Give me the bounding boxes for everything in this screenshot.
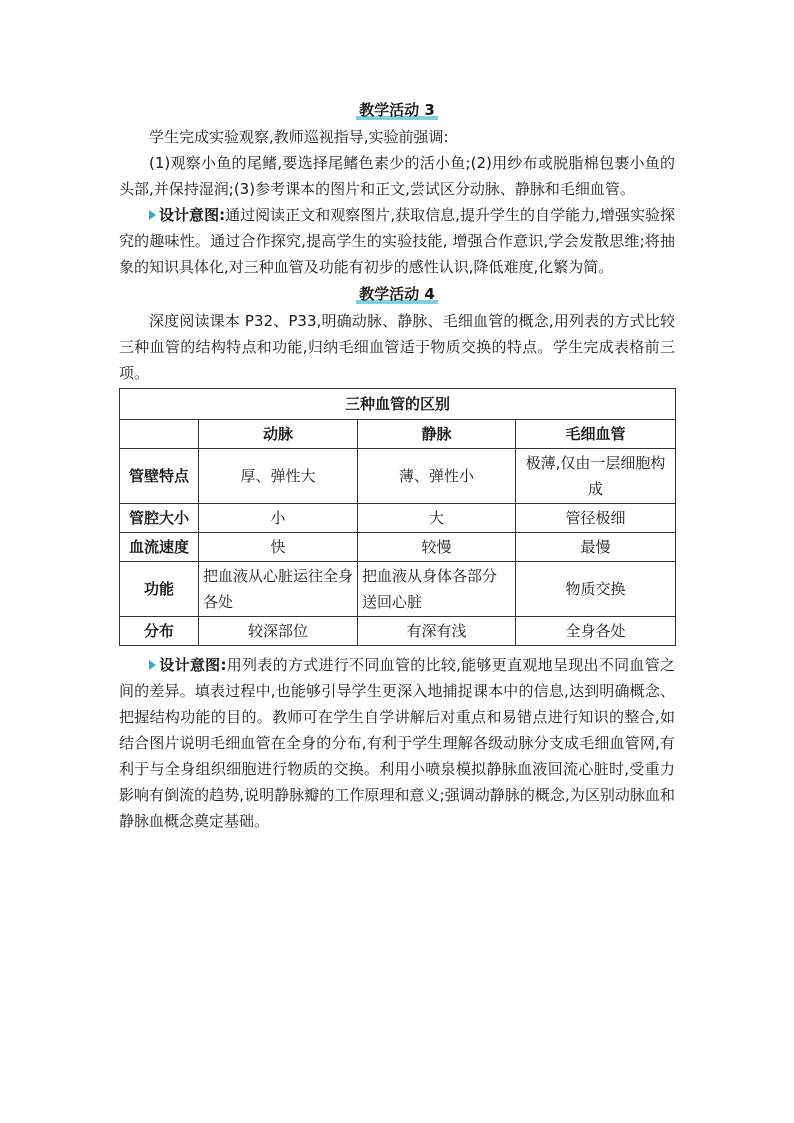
table-caption: 三种血管的区别: [120, 389, 676, 420]
activity3-intent: [119, 202, 675, 280]
table-cell: 全身各处: [516, 617, 676, 646]
activity3-heading: 教学活动 3: [119, 96, 675, 124]
intent-text: 通过阅读正文和观察图片,获取信息,提升学生的自学能力,增强实验探究的趣味性。通过合作探究,提高学生的实验技能, 增强合作意识,学会发散思维;将抽象的知识具体化,对三种血管及功能有初步的感性认识,降低难度,化繁为简。: [119, 206, 675, 276]
table-cell: 管径极细: [516, 504, 676, 533]
table-row: [120, 617, 676, 646]
row-header: 分布: [120, 617, 199, 646]
table-row: [120, 449, 676, 504]
table-cell: 把血液从心脏运往全身各处: [199, 562, 358, 617]
table-header-row: [120, 420, 676, 449]
activity4-intro: 深度阅读课本 P32、P33,明确动脉、静脉、毛细血管的概念,用列表的方式比较三种血管的结构特点和功能,归纳毛细血管适于物质交换的特点。学生完成表格前三项。: [119, 312, 675, 382]
table-cell: 极薄,仅由一层细胞构成: [516, 449, 676, 504]
activity3-points: (1)观察小鱼的尾鳍,要选择尾鳍色素少的活小鱼;(2)用纱布或脱脂棉包裹小鱼的头部,并保持湿润;(3)参考课本的图片和正文,尝试区分动脉、静脉和毛细血管。: [119, 154, 675, 198]
header-cell: 动脉: [199, 420, 358, 449]
document-body: [119, 96, 675, 834]
table-cell: 把血液从身体各部分送回心脏: [358, 562, 516, 617]
table-cell: 快: [199, 533, 358, 562]
intent-label: 设计意图:: [159, 206, 226, 224]
table-cell: 较慢: [358, 533, 516, 562]
intent-text: 用列表的方式进行不同血管的比较,能够更直观地呈现出不同血管之间的差异。填表过程中,也能够引导学生更深入地捕捉课本中的信息,达到明确概念、把握结构功能的目的。教师可在学生自学讲解后对重点和易错点进行知识的整合,如结合图片说明毛细血管在全身的分布,有利于学生理解各级动脉分支成毛细血管网,有利于与全身组织细胞进行物质的交换。利用小喷泉模拟静脉血液回流心脏时,受重力影响有倒流的趋势,说明静脉瓣的工作原理和意义;强调动静脉的概念,为区别动脉血和静脉血概念奠定基础。: [119, 656, 675, 830]
table-cell: 薄、弹性小: [358, 449, 516, 504]
row-header: 管壁特点: [120, 449, 199, 504]
table-caption-row: [120, 389, 676, 420]
table-cell: 大: [358, 504, 516, 533]
table-cell: 厚、弹性大: [199, 449, 358, 504]
row-header: 管腔大小: [120, 504, 199, 533]
table-row: [120, 533, 676, 562]
activity4-heading: 教学活动 4: [119, 280, 675, 308]
header-cell: [120, 420, 199, 449]
table-cell: 最慢: [516, 533, 676, 562]
activity4-intent: [119, 652, 675, 834]
table-cell: 较深部位: [199, 617, 358, 646]
row-header: 血流速度: [120, 533, 199, 562]
triangle-marker-icon: [149, 210, 156, 220]
intent-label: 设计意图:: [159, 656, 227, 674]
table-row: [120, 504, 676, 533]
row-header: 功能: [120, 562, 199, 617]
table-row: [120, 562, 676, 617]
activity3-intro: 学生完成实验观察,教师巡视指导,实验前强调:: [149, 128, 449, 146]
table-cell: 有深有浅: [358, 617, 516, 646]
table-cell: 物质交换: [516, 562, 676, 617]
header-cell: 静脉: [358, 420, 516, 449]
header-cell: 毛细血管: [516, 420, 676, 449]
table-cell: 小: [199, 504, 358, 533]
triangle-marker-icon: [149, 660, 156, 670]
vessel-comparison-table: [119, 388, 676, 646]
